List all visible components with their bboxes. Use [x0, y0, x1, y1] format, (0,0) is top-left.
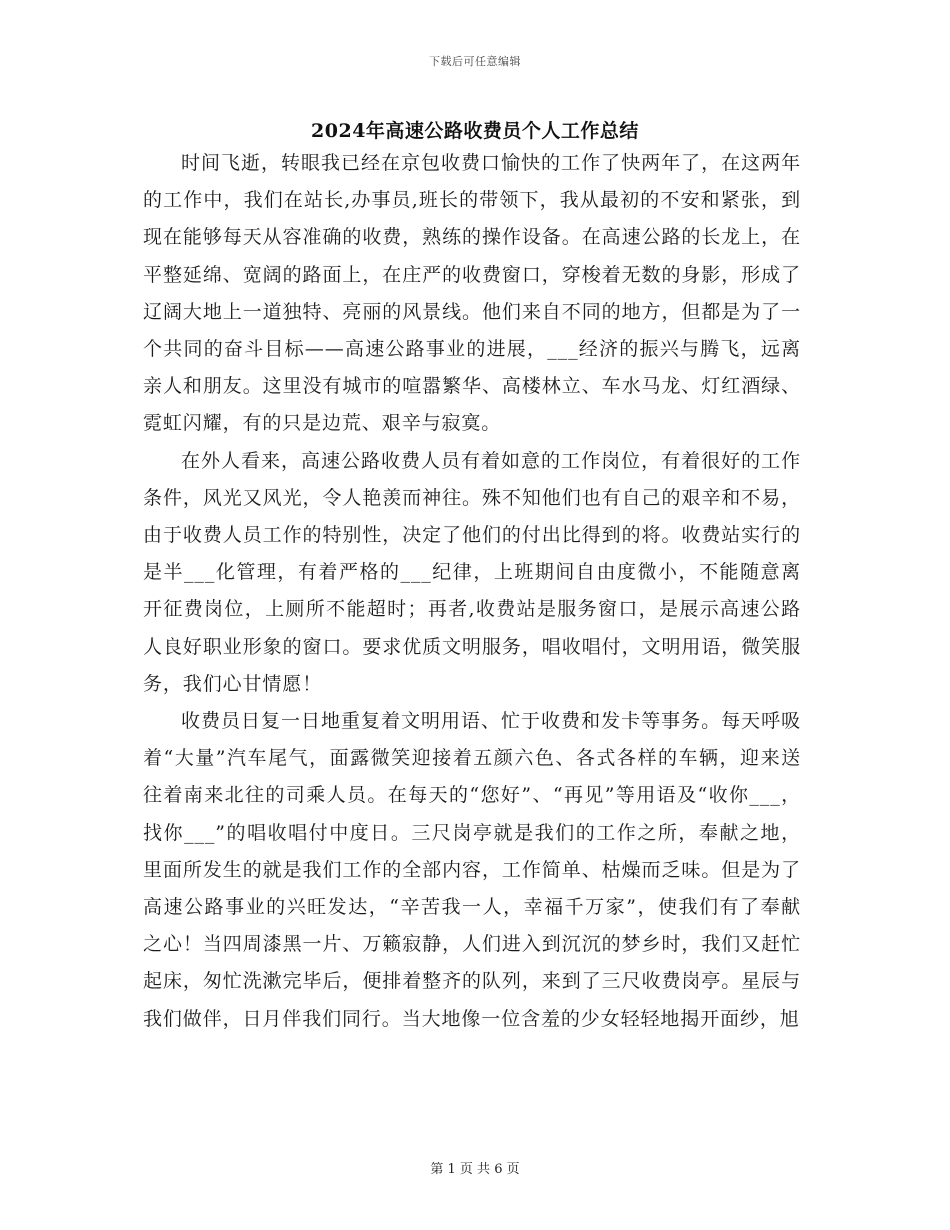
document-body: [143, 145, 801, 1038]
page-number-footer: 第 1 页 共 6 页: [430, 1162, 520, 1177]
paragraph-1: 时间飞逝，转眼我已经在京包收费口愉快的工作了快两年了，在这两年的工作中，我们在站长,办事员,班长的带领下，我从最初的不安和紧张，到现在能够每天从容准确的收费，熟练的操作设备。在高速公路的长龙上，在平整延绵、宽阔的路面上，在庄严的收费窗口，穿梭着无数的身影，形成了辽阔大地上一道独特、亮丽的风景线。他们来自不同的地方，但都是为了一个共同的奋斗目标——高速公路事业的进展，___经济的振兴与腾飞，远离亲人和朋友。这里没有城市的喧嚣繁华、高楼林立、车水马龙、灯红酒绿、霓虹闪耀，有的只是边荒、艰辛与寂寞。: [143, 152, 801, 435]
document-title: 2024年高速公路收费员个人工作总结: [311, 120, 639, 142]
page-header-note: 下载后可任意编辑: [429, 55, 521, 68]
paragraph-2: 在外人看来，高速公路收费人员有着如意的工作岗位，有着很好的工作条件，风光又风光，令人艳羡而神往。殊不知他们也有自己的艰辛和不易，由于收费人员工作的特别性，决定了他们的付出比得到的将。收费站实行的是半___化管理，有着严格的___纪律，上班期间自由度微小，不能随意离开征费岗位，上厕所不能超时；再者,收费站是服务窗口，是展示高速公路人良好职业形象的窗口。要求优质文明服务，唱收唱付，文明用语，微笑服务，我们心甘情愿！: [143, 449, 801, 695]
paragraph-3: 收费员日复一日地重复着文明用语、忙于收费和发卡等事务。每天呼吸着“大量”汽车尾气，面露微笑迎接着五颜六色、各式各样的车辆，迎来送往着南来北往的司乘人员。在每天的“您好”、“再见”等用语及“收你___，找你___”的唱收唱付中度日。三尺岗亭就是我们的工作之所，奉献之地，里面所发生的就是我们工作的全部内容，工作简单、枯燥而乏味。但是为了高速公路事业的兴旺发达，“辛苦我一人，幸福千万家”，使我们有了奉献之心！当四周漆黑一片、万籁寂静，人们进入到沉沉的梦乡时，我们又赶忙起床，匆忙洗漱完毕后，便排着整齐的队列，来到了三尺收费岗亭。星辰与我们做伴，日月伴我们同行。当大地像一位含羞的少女轻轻地揭开面纱，旭: [143, 710, 801, 1030]
